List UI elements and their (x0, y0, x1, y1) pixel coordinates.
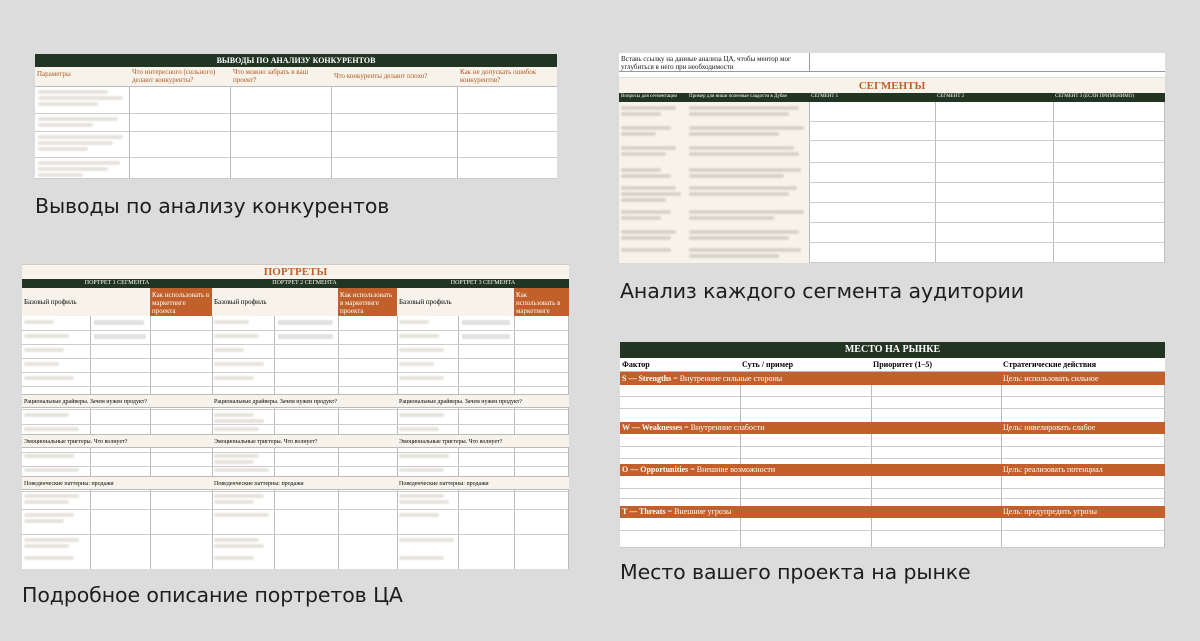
portrait-2-header: ПОРТРЕТ 2 СЕГМЕНТА (272, 280, 337, 286)
market-t-goal: Цель: предупредить угрозы (1003, 507, 1098, 516)
portraits-header-row (22, 279, 569, 288)
portrait-1-base: Базовый профиль (24, 298, 77, 306)
portrait-2-base: Базовый профиль (214, 298, 267, 306)
portrait-2-use: Как использовать в маркетинге проекта (338, 288, 397, 316)
portrait-1-behavior: Поведенческие паттерны: продажи (24, 481, 114, 487)
segments-header-seg3: СЕГМЕНТ 3 (ЕСЛИ ПРИМЕНИМО) (1055, 94, 1135, 99)
caption-portraits: Подробное описание портретов ЦА (22, 583, 403, 607)
portrait-2-behavior: Поведенческие паттерны: продажи (214, 481, 304, 487)
portrait-3-base: Базовый профиль (399, 298, 452, 306)
portrait-3-emotional: Эмоциональные триггеры. Что волнует? (399, 439, 503, 445)
portraits-section-rational (22, 394, 569, 408)
competitors-title: ВЫВОДЫ ПО АНАЛИЗУ КОНКУРЕНТОВ (35, 54, 557, 67)
market-o-desc: = Внешние возможности (688, 465, 776, 474)
portraits-section-emotional (22, 434, 569, 448)
market-header-factor: Фактор (622, 360, 650, 369)
market-t-letter: T — (622, 507, 640, 516)
segments-header-seg1: СЕГМЕНТ 1 (811, 94, 839, 99)
portrait-1-emotional: Эмоциональные триггеры. Что волнует? (24, 439, 128, 445)
portrait-2-rational: Рациональные драйверы. Зачем нужен продукт? (214, 399, 338, 405)
competitors-header-take: Что можно забрать в ваш проект? (233, 68, 308, 84)
market-s-desc: = Внутренние сильные стороны (671, 374, 783, 383)
portrait-2-emotional: Эмоциональные триггеры. Что волнует? (214, 439, 318, 445)
market-t-key: Threats (639, 507, 666, 516)
competitors-header-params: Параметры (37, 70, 71, 78)
market-row-opportunities (620, 464, 1165, 476)
market-s-goal: Цель: использовать сильное (1003, 374, 1099, 383)
market-s-key: Strengths (638, 374, 672, 383)
portraits-grid (22, 316, 569, 569)
segments-sheet (619, 53, 1165, 263)
caption-segments: Анализ каждого сегмента аудитории (620, 279, 1024, 303)
segments-grid (619, 102, 1165, 263)
competitors-header-avoid: Как не допускать ошибок конкурентов? (460, 68, 537, 84)
segments-header-example: Пример для ниши полезные сладости в Дубае (689, 94, 787, 99)
market-o-letter: O — (622, 465, 641, 474)
segments-header-row (619, 93, 1165, 102)
portrait-1-header: ПОРТРЕТ 1 СЕГМЕНТА (84, 280, 150, 286)
market-o-key: Opportunities (640, 465, 689, 474)
market-header-priority: Приоритет (1–5) (873, 360, 933, 369)
portrait-3-header: ПОРТРЕТ 3 СЕГМЕНТА (450, 280, 516, 286)
portraits-section-behavior (22, 476, 569, 490)
market-t-desc: = Внешние угрозы (665, 507, 732, 516)
caption-competitors: Выводы по анализу конкурентов (35, 194, 390, 218)
market-header-essence: Суть / пример (742, 360, 794, 369)
market-row-weaknesses (620, 422, 1165, 434)
competitors-header-bad: Что конкуренты делают плохо? (334, 72, 428, 80)
market-title: МЕСТО НА РЫНКЕ (620, 342, 1165, 358)
portraits-subheader-row (22, 288, 569, 323)
market-w-key: Weaknesses (641, 423, 683, 432)
segments-title: СЕГМЕНТЫ (619, 77, 1165, 93)
market-w-goal: Цель: нивелировать слабое (1003, 423, 1096, 432)
portraits-sheet (22, 264, 569, 569)
competitors-header-strong: Что интересного (сильного) делают конкуренты? (132, 68, 216, 84)
market-w-letter: W — (622, 423, 642, 432)
competitors-grid (35, 87, 557, 179)
segments-header-seg2: СЕГМЕНТ 2 (937, 94, 965, 99)
market-header-actions: Стратегические действия (1003, 360, 1097, 369)
market-w-desc: = Внутренние слабости (682, 423, 765, 432)
segments-header-questions: Вопросы для сегментации (621, 94, 678, 99)
portraits-title: ПОРТРЕТЫ (22, 264, 569, 279)
portrait-3-behavior: Поведенческие паттерны: продажи (399, 481, 489, 487)
competitors-header-row (35, 67, 557, 87)
portrait-1-rational: Рациональные драйверы. Зачем нужен продукт? (24, 399, 148, 405)
competitors-sheet (35, 54, 557, 179)
segments-link-row (619, 53, 1165, 72)
caption-market: Место вашего проекта на рынке (620, 560, 971, 584)
market-row-threats (620, 506, 1165, 518)
market-s-letter: S — (622, 374, 639, 383)
segments-note[interactable]: Вставь ссылку на данные анализа ЦА, чтобы ментор мог углубиться в него при необходимости (621, 55, 791, 71)
market-header-row (620, 358, 1165, 372)
portrait-3-use: Как использовать в маркетинге проекта (514, 288, 569, 316)
portrait-3-rational: Рациональные драйверы. Зачем нужен продукт? (399, 399, 523, 405)
market-row-strengths (620, 372, 1165, 385)
market-o-goal: Цель: реализовать потенциал (1003, 465, 1103, 474)
market-sheet (620, 342, 1165, 548)
portrait-1-use: Как использовать в маркетинге проекта (150, 288, 212, 316)
market-grid (620, 372, 1165, 548)
